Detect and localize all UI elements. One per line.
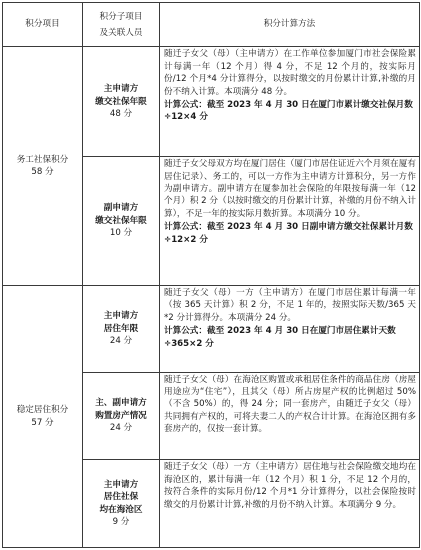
category-label: 稳定居住积分 — [16, 405, 69, 416]
points-calculation-table — [2, 2, 420, 548]
calc-method-cell — [160, 460, 420, 548]
sub-item-cell — [83, 460, 160, 548]
category-cell-residence — [3, 286, 83, 548]
header-points-item-text: 积分项目 — [25, 19, 60, 30]
table-header-row — [3, 3, 420, 47]
sub-item-score: 24 分 — [109, 336, 133, 347]
sub-item-line2: 缴交社保年限 — [95, 96, 147, 107]
calc-formula: 计算公式：截至 2023 年 4 月 30 日副申请方缴交社保累计月数÷12×2 分 — [164, 222, 413, 245]
calc-formula: 计算公式：截至 2023 年 4 月 30 日在厦门市累计缴交社保月数÷12×4 分 — [164, 99, 413, 123]
sub-item-line1: 主申请方 — [103, 84, 139, 95]
sub-item-cell — [83, 372, 160, 460]
category-score: 57 分 — [31, 417, 54, 428]
category-score: 58 分 — [31, 167, 54, 178]
sub-item-line2: 居住社保 — [103, 492, 139, 503]
sub-item-cell — [83, 47, 160, 157]
calc-method-text: 随迁子女父（母）一方（主申请方）居住地与社会保险缴交地均在海沧区的，累计每满一年（12 个月）积 1 分，不足 12 个月的，按符合条件的实际月份/12 个月*1 分计算得分，以社会保险按时缴交的月份累计计算,补缴的月份不纳入计算。本项满分 9 分。 — [164, 462, 416, 510]
sub-item-line1: 主、副申请方 — [95, 398, 147, 409]
category-cell-employment — [3, 47, 83, 286]
sub-item-score: 9 分 — [112, 517, 130, 528]
sub-item-line1: 副申请方 — [103, 203, 139, 214]
calc-method-text: 随迁子女父母双方均在厦门居住（厦门市居住证近六个月须在厦有居住记录）、务工的，可以一方作为主申请方计算积分，另一方作为副申请方。副申请方在厦参加社会保险的年限按每满一年（12 个月）积 2 分（以按时缴交的月份累计计算，补缴的月份不纳入计算），不足一年的按实际月数折算。本项满分 10 分。 — [164, 159, 416, 219]
header-points-item — [3, 3, 83, 47]
calc-method-cell — [160, 372, 420, 460]
sub-item-cell — [83, 286, 160, 373]
header-calc-method — [160, 3, 420, 47]
calc-formula: 计算公式：截至 2023 年 4 月 30 日在厦门市居住累计天数÷365×2 分 — [164, 326, 396, 349]
calc-method-text: 随迁子女父（母）在海沧区购置或承租居住条件的商品住房（房屋用途应为“住宅”），且其父（母）所占房屋产权的比例超过 50%（不含 50%）的，得 24 分；同一套房产，由随迁子女父（母）共同拥有产权的，可将夫妻二人的产权合计计算。在海沧区拥有多套房产的，仅按一套计算。 — [164, 374, 416, 435]
sub-item-line1: 主申请方 — [103, 479, 139, 490]
sub-item-score: 24 分 — [109, 423, 133, 434]
sub-item-line1: 主申请方 — [103, 311, 139, 322]
header-sub-item — [83, 3, 160, 47]
calc-method-cell — [160, 47, 420, 157]
calc-method-text: 随迁子女父（母）一方（主申请方）在厦门市居住累计每满一年（按 365 天计算）积 2 分，不足 1 年的，按照实际天数/365 天*2 分计算得分。本项满分 24 分。 — [164, 288, 416, 323]
sub-item-line3: 均在海沧区 — [99, 504, 143, 515]
points-table-document — [2, 2, 419, 548]
calc-method-cell — [160, 286, 420, 373]
sub-item-score: 48 分 — [109, 108, 133, 119]
sub-item-score: 10 分 — [109, 228, 133, 239]
table-row — [3, 286, 420, 373]
sub-item-line2: 缴交社保年限 — [95, 215, 147, 226]
header-sub-item-line1: 积分子项目 — [99, 11, 143, 22]
header-sub-item-line2: 及关联人员 — [99, 27, 143, 38]
sub-item-line2: 购置房产情况 — [95, 410, 147, 421]
calc-method-cell — [160, 157, 420, 286]
category-label: 务工社保积分 — [16, 154, 69, 165]
calc-method-text: 随迁子女父（母）（主申请方）在工作单位参加厦门市社会保险累计每满一年（12 个月）得 4 分，不足 12 个月的，按实际月份/12 个月*4 分计算得分，以按时缴交的月份累计计算,补缴的月份不纳入计算。本项满分 48 分。 — [164, 49, 416, 97]
table-row — [3, 47, 420, 157]
header-calc-method-text: 积分计算方法 — [263, 19, 316, 30]
sub-item-line2: 居住年限 — [103, 323, 139, 334]
sub-item-cell — [83, 157, 160, 286]
